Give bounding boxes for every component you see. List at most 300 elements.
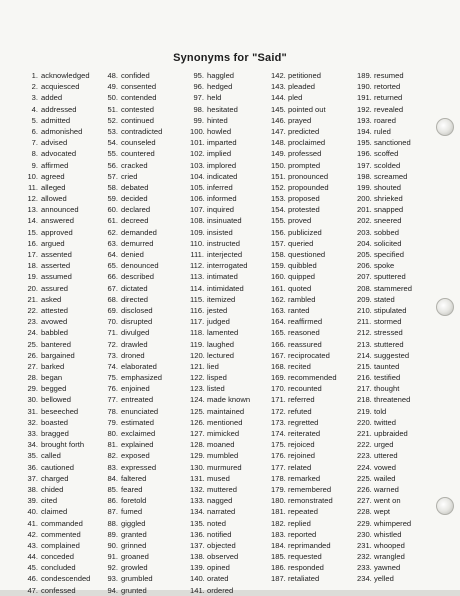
- entry-word: referred: [288, 395, 315, 405]
- synonym-entry: [190, 249, 250, 260]
- entry-number: 87.: [107, 507, 118, 517]
- entry-word: bargained: [41, 350, 75, 360]
- synonym-entry: [22, 182, 90, 193]
- entry-number: 222.: [357, 440, 372, 450]
- entry-word: allowed: [41, 194, 67, 204]
- synonym-entry: [22, 305, 90, 316]
- synonym-entry: [190, 450, 250, 461]
- entry-word: asserted: [41, 261, 71, 271]
- entry-number: 89.: [107, 529, 118, 539]
- entry-number: 15.: [27, 227, 38, 237]
- entry-word: cracked: [121, 160, 148, 170]
- synonym-entry: [22, 372, 90, 383]
- entry-word: muttered: [207, 484, 237, 494]
- entry-number: 124.: [190, 395, 205, 405]
- entry-number: 210.: [357, 305, 372, 315]
- entry-word: moaned: [207, 440, 235, 450]
- entry-number: 109.: [190, 227, 205, 237]
- synonym-entry: [104, 428, 162, 439]
- entry-word: concluded: [41, 563, 76, 573]
- entry-word: groaned: [121, 552, 149, 562]
- entry-number: 168.: [271, 361, 286, 371]
- page-title: Synonyms for "Said": [173, 52, 287, 64]
- entry-word: propounded: [288, 182, 329, 192]
- entry-word: disrupted: [121, 317, 153, 327]
- entry-word: rejoiced: [288, 440, 315, 450]
- entry-number: 73.: [107, 350, 118, 360]
- entry-number: 28.: [27, 373, 38, 383]
- synonym-entry: [190, 394, 250, 405]
- entry-number: 82.: [107, 451, 118, 461]
- entry-word: grumbled: [121, 574, 153, 584]
- entry-word: denounced: [121, 261, 159, 271]
- synonym-entry: [22, 327, 90, 338]
- synonym-entry: [22, 417, 90, 428]
- synonym-entry: [190, 70, 250, 81]
- entry-number: 161.: [271, 283, 286, 293]
- synonym-entry: [104, 193, 162, 204]
- entry-number: 106.: [190, 194, 205, 204]
- entry-number: 95.: [193, 71, 204, 80]
- entry-word: advised: [41, 138, 68, 148]
- synonym-entry: [271, 81, 337, 92]
- synonym-entry: [22, 204, 90, 215]
- entry-number: 101.: [190, 138, 205, 148]
- entry-word: reprimanded: [288, 540, 331, 550]
- entry-word: growled: [121, 563, 148, 573]
- synonym-entry: [357, 137, 412, 148]
- entry-word: stipulated: [374, 305, 407, 315]
- entry-word: reiterated: [288, 429, 321, 438]
- synonym-entry: [22, 585, 90, 596]
- entry-number: 80.: [107, 429, 118, 438]
- entry-word: acknowledged: [41, 71, 90, 80]
- entry-word: pronounced: [288, 171, 329, 181]
- entry-number: 195.: [357, 138, 372, 148]
- entry-word: wailed: [374, 473, 396, 483]
- entry-number: 77.: [107, 395, 118, 405]
- entry-word: mentioned: [207, 417, 243, 427]
- synonym-entry: [357, 529, 412, 540]
- entry-word: beseeched: [41, 406, 79, 416]
- entry-number: 41.: [27, 518, 38, 528]
- entry-number: 233.: [357, 563, 372, 573]
- entry-number: 153.: [271, 194, 286, 204]
- entry-number: 91.: [107, 552, 118, 562]
- synonym-entry: [190, 137, 250, 148]
- entry-word: bragged: [41, 429, 69, 438]
- synonym-entry: [357, 171, 412, 182]
- entry-word: proposed: [288, 194, 320, 204]
- entry-word: stuttered: [374, 339, 404, 349]
- synonym-entry: [271, 204, 337, 215]
- synonym-entry: [271, 271, 337, 282]
- synonym-entry: [104, 350, 162, 361]
- entry-number: 56.: [107, 160, 118, 170]
- entry-word: called: [41, 451, 61, 461]
- entry-word: prayed: [288, 115, 312, 125]
- entry-number: 193.: [357, 115, 372, 125]
- entry-word: ordered: [207, 585, 234, 595]
- entry-word: proved: [288, 216, 312, 226]
- entry-word: reported: [288, 529, 317, 539]
- entry-word: maintained: [207, 406, 245, 416]
- entry-word: recounted: [288, 384, 322, 394]
- entry-number: 17.: [27, 250, 38, 259]
- synonym-entry: [271, 450, 337, 461]
- entry-word: questioned: [288, 250, 326, 259]
- entry-number: 1.: [31, 71, 38, 80]
- synonym-entry: [357, 450, 412, 461]
- synonym-entry: [357, 439, 412, 450]
- synonym-entry: [357, 383, 412, 394]
- entry-number: 105.: [190, 182, 205, 192]
- entry-word: debated: [121, 182, 149, 192]
- entry-number: 66.: [107, 272, 118, 282]
- entry-word: quibbled: [288, 261, 317, 271]
- entry-word: condescended: [41, 574, 91, 584]
- entry-number: 72.: [107, 339, 118, 349]
- synonym-entry: [190, 294, 250, 305]
- entry-number: 55.: [107, 149, 118, 159]
- entry-number: 98.: [193, 104, 204, 114]
- synonym-entry: [104, 137, 162, 148]
- entry-word: alleged: [41, 182, 66, 192]
- entry-number: 42.: [27, 529, 38, 539]
- synonym-entry: [104, 283, 162, 294]
- entry-word: faltered: [121, 473, 147, 483]
- entry-word: suggested: [374, 350, 410, 360]
- bleed-through-text: [0, 0, 460, 60]
- synonym-entry: [104, 294, 162, 305]
- entry-word: pleaded: [288, 82, 316, 92]
- entry-word: screamed: [374, 171, 408, 181]
- entry-number: 65.: [107, 261, 118, 271]
- entry-word: noted: [207, 518, 227, 528]
- synonym-entry: [190, 115, 250, 126]
- synonym-entry: [104, 473, 162, 484]
- synonym-entry: [190, 462, 250, 473]
- entry-word: repeated: [288, 507, 318, 517]
- entry-word: stammered: [374, 283, 412, 293]
- synonym-entry: [271, 372, 337, 383]
- entry-number: 100.: [190, 126, 205, 136]
- entry-number: 118.: [190, 328, 205, 338]
- synonym-entry: [104, 104, 162, 115]
- entry-number: 70.: [107, 317, 118, 327]
- entry-word: upbraided: [374, 429, 408, 438]
- entry-word: solicited: [374, 238, 402, 248]
- entry-number: 16.: [27, 238, 38, 248]
- entry-number: 61.: [107, 216, 118, 226]
- synonym-entry: [22, 249, 90, 260]
- synonym-entry: [357, 305, 412, 316]
- entry-word: itemized: [207, 294, 236, 304]
- synonym-entry: [357, 540, 412, 551]
- entry-word: barked: [41, 361, 65, 371]
- entry-word: remembered: [288, 484, 332, 494]
- entry-word: mimicked: [207, 429, 240, 438]
- entry-word: approved: [41, 227, 73, 237]
- entry-number: 83.: [107, 462, 118, 472]
- synonym-entry: [271, 462, 337, 473]
- entry-word: shouted: [374, 182, 402, 192]
- entry-word: told: [374, 406, 387, 416]
- entry-number: 49.: [107, 82, 118, 92]
- entry-number: 13.: [27, 205, 38, 215]
- synonym-entry: [22, 260, 90, 271]
- synonym-entry: [357, 428, 412, 439]
- entry-number: 31.: [27, 406, 38, 416]
- entry-number: 169.: [271, 373, 286, 383]
- entry-number: 52.: [107, 115, 118, 125]
- entry-number: 53.: [107, 126, 118, 136]
- entry-word: held: [207, 93, 222, 103]
- synonym-entry: [22, 193, 90, 204]
- synonym-entry: [104, 339, 162, 350]
- entry-number: 140.: [190, 574, 205, 584]
- entry-number: 208.: [357, 283, 372, 293]
- synonym-entry: [357, 551, 412, 562]
- entry-word: recited: [288, 361, 311, 371]
- entry-word: chided: [41, 484, 64, 494]
- entry-word: listed: [207, 384, 225, 394]
- synonym-entry: [190, 81, 250, 92]
- binder-hole: [436, 118, 454, 136]
- synonym-entry: [357, 350, 412, 361]
- entry-number: 130.: [190, 462, 205, 472]
- entry-number: 22.: [27, 305, 38, 315]
- entry-number: 64.: [107, 250, 118, 259]
- synonym-entry: [190, 204, 250, 215]
- synonym-entry: [357, 260, 412, 271]
- entry-number: 151.: [271, 171, 286, 181]
- synonym-entry: [190, 372, 250, 383]
- entry-word: remonstrated: [288, 496, 333, 506]
- entry-number: 160.: [271, 272, 286, 282]
- entry-word: decreed: [121, 216, 149, 226]
- entry-word: quipped: [288, 272, 316, 282]
- synonym-entry: [357, 462, 412, 473]
- synonym-entry: [104, 406, 162, 417]
- entry-number: 123.: [190, 384, 205, 394]
- entry-number: 6.: [31, 126, 38, 136]
- entry-word: demanded: [121, 227, 157, 237]
- entry-number: 225.: [357, 473, 372, 483]
- synonym-entry: [22, 506, 90, 517]
- synonym-entry: [271, 361, 337, 372]
- synonym-entry: [190, 215, 250, 226]
- entry-number: 180.: [271, 496, 286, 506]
- synonym-entry: [104, 171, 162, 182]
- entry-number: 59.: [107, 194, 118, 204]
- entry-number: 139.: [190, 563, 205, 573]
- entry-number: 127.: [190, 429, 205, 438]
- entry-word: implored: [207, 160, 237, 170]
- entry-word: reciprocated: [288, 350, 330, 360]
- synonym-entry: [22, 294, 90, 305]
- synonym-entry: [271, 260, 337, 271]
- entry-number: 81.: [107, 440, 118, 450]
- entry-number: 12.: [27, 194, 38, 204]
- synonym-entry: [271, 339, 337, 350]
- entry-number: 146.: [271, 115, 286, 125]
- entry-word: lisped: [207, 373, 227, 383]
- entry-word: recommended: [288, 373, 337, 383]
- entry-number: 133.: [190, 496, 205, 506]
- entry-word: claimed: [41, 507, 68, 517]
- synonym-entry: [22, 573, 90, 584]
- synonym-entry: [104, 361, 162, 372]
- entry-word: cried: [121, 171, 138, 181]
- synonym-entry: [190, 551, 250, 562]
- synonym-entry: [22, 495, 90, 506]
- entry-number: 23.: [27, 317, 38, 327]
- entry-number: 164.: [271, 317, 286, 327]
- entry-word: laughed: [207, 339, 235, 349]
- synonym-entry: [357, 238, 412, 249]
- entry-number: 93.: [107, 574, 118, 584]
- entry-number: 78.: [107, 406, 118, 416]
- entry-number: 152.: [271, 182, 286, 192]
- synonym-entry: [104, 372, 162, 383]
- synonym-entry: [271, 92, 337, 103]
- entry-word: began: [41, 373, 63, 383]
- synonym-entry: [357, 193, 412, 204]
- synonym-entry: [357, 81, 412, 92]
- entry-word: commented: [41, 529, 81, 539]
- synonym-entry: [271, 305, 337, 316]
- entry-number: 182.: [271, 518, 286, 528]
- entry-number: 120.: [190, 350, 205, 360]
- synonym-entry: [22, 227, 90, 238]
- entry-word: counseled: [121, 138, 156, 148]
- entry-number: 97.: [193, 93, 204, 103]
- synonym-entry: [104, 439, 162, 450]
- synonym-entry: [104, 81, 162, 92]
- synonym-entry: [357, 316, 412, 327]
- entry-word: refuted: [288, 406, 312, 416]
- entry-number: 38.: [27, 484, 38, 494]
- entry-word: testified: [374, 373, 401, 383]
- synonym-entry: [104, 92, 162, 103]
- entry-word: babbled: [41, 328, 69, 338]
- entry-word: vowed: [374, 462, 396, 472]
- entry-word: hesitated: [207, 104, 238, 114]
- synonym-entry: [104, 271, 162, 282]
- synonym-entry: [357, 484, 412, 495]
- synonym-entry: [104, 204, 162, 215]
- entry-word: jested: [207, 305, 228, 315]
- entry-number: 178.: [271, 473, 286, 483]
- entry-number: 218.: [357, 395, 372, 405]
- entry-number: 229.: [357, 518, 372, 528]
- entry-word: ruled: [374, 126, 391, 136]
- synonym-entry: [190, 518, 250, 529]
- synonym-entry: [271, 327, 337, 338]
- entry-word: directed: [121, 294, 149, 304]
- synonym-entry: [22, 171, 90, 182]
- synonym-entry: [22, 383, 90, 394]
- entry-word: howled: [207, 126, 232, 136]
- entry-word: revealed: [374, 104, 404, 114]
- entry-number: 76.: [107, 384, 118, 394]
- entry-number: 131.: [190, 473, 205, 483]
- entry-word: spoke: [374, 261, 395, 271]
- synonym-entry: [190, 182, 250, 193]
- synonym-entry: [357, 283, 412, 294]
- entry-word: nagged: [207, 496, 233, 506]
- synonym-entry: [357, 126, 412, 137]
- synonym-entry: [22, 238, 90, 249]
- entry-word: elaborated: [121, 361, 157, 371]
- synonym-entry: [357, 148, 412, 159]
- entry-word: inferred: [207, 182, 233, 192]
- entry-word: assented: [41, 250, 72, 259]
- synonym-entry: [190, 305, 250, 316]
- synonym-entry: [104, 260, 162, 271]
- synonym-entry: [22, 350, 90, 361]
- entry-number: 79.: [107, 417, 118, 427]
- entry-number: 156.: [271, 227, 286, 237]
- synonym-entry: [190, 283, 250, 294]
- entry-number: 90.: [107, 540, 118, 550]
- entry-word: twitted: [374, 417, 396, 427]
- synonym-entry: [22, 439, 90, 450]
- synonym-entry: [357, 204, 412, 215]
- entry-number: 71.: [107, 328, 118, 338]
- entry-word: rejoined: [288, 451, 316, 461]
- entry-number: 40.: [27, 507, 38, 517]
- entry-word: demurred: [121, 238, 154, 248]
- entry-number: 158.: [271, 250, 286, 259]
- entry-number: 37.: [27, 473, 38, 483]
- entry-number: 137.: [190, 540, 205, 550]
- entry-number: 213.: [357, 339, 372, 349]
- entry-word: indicated: [207, 171, 238, 181]
- synonym-entry: [22, 450, 90, 461]
- entry-number: 125.: [190, 406, 205, 416]
- entry-number: 197.: [357, 160, 372, 170]
- entry-word: fumed: [121, 507, 143, 517]
- synonym-entry: [357, 372, 412, 383]
- synonym-entry: [357, 339, 412, 350]
- entry-number: 43.: [27, 540, 38, 550]
- entry-number: 203.: [357, 227, 372, 237]
- entry-word: remarked: [288, 473, 321, 483]
- entry-number: 20.: [27, 283, 38, 293]
- entry-word: interrogated: [207, 261, 248, 271]
- entry-number: 186.: [271, 563, 286, 573]
- entry-number: 207.: [357, 272, 372, 282]
- entry-number: 141.: [190, 585, 205, 595]
- entry-word: exclaimed: [121, 429, 156, 438]
- synonym-entry: [104, 562, 162, 573]
- synonym-entry: [22, 271, 90, 282]
- entry-number: 191.: [357, 93, 372, 103]
- synonym-entry: [271, 473, 337, 484]
- synonym-entry: [190, 339, 250, 350]
- entry-word: reassured: [288, 339, 322, 349]
- entry-word: exposed: [121, 451, 150, 461]
- entry-word: expressed: [121, 462, 157, 472]
- entry-word: snapped: [374, 205, 404, 215]
- synonym-entry: [190, 495, 250, 506]
- synonym-entry: [357, 227, 412, 238]
- synonym-entry: [104, 327, 162, 338]
- entry-word: droned: [121, 350, 145, 360]
- synonym-entry: [190, 104, 250, 115]
